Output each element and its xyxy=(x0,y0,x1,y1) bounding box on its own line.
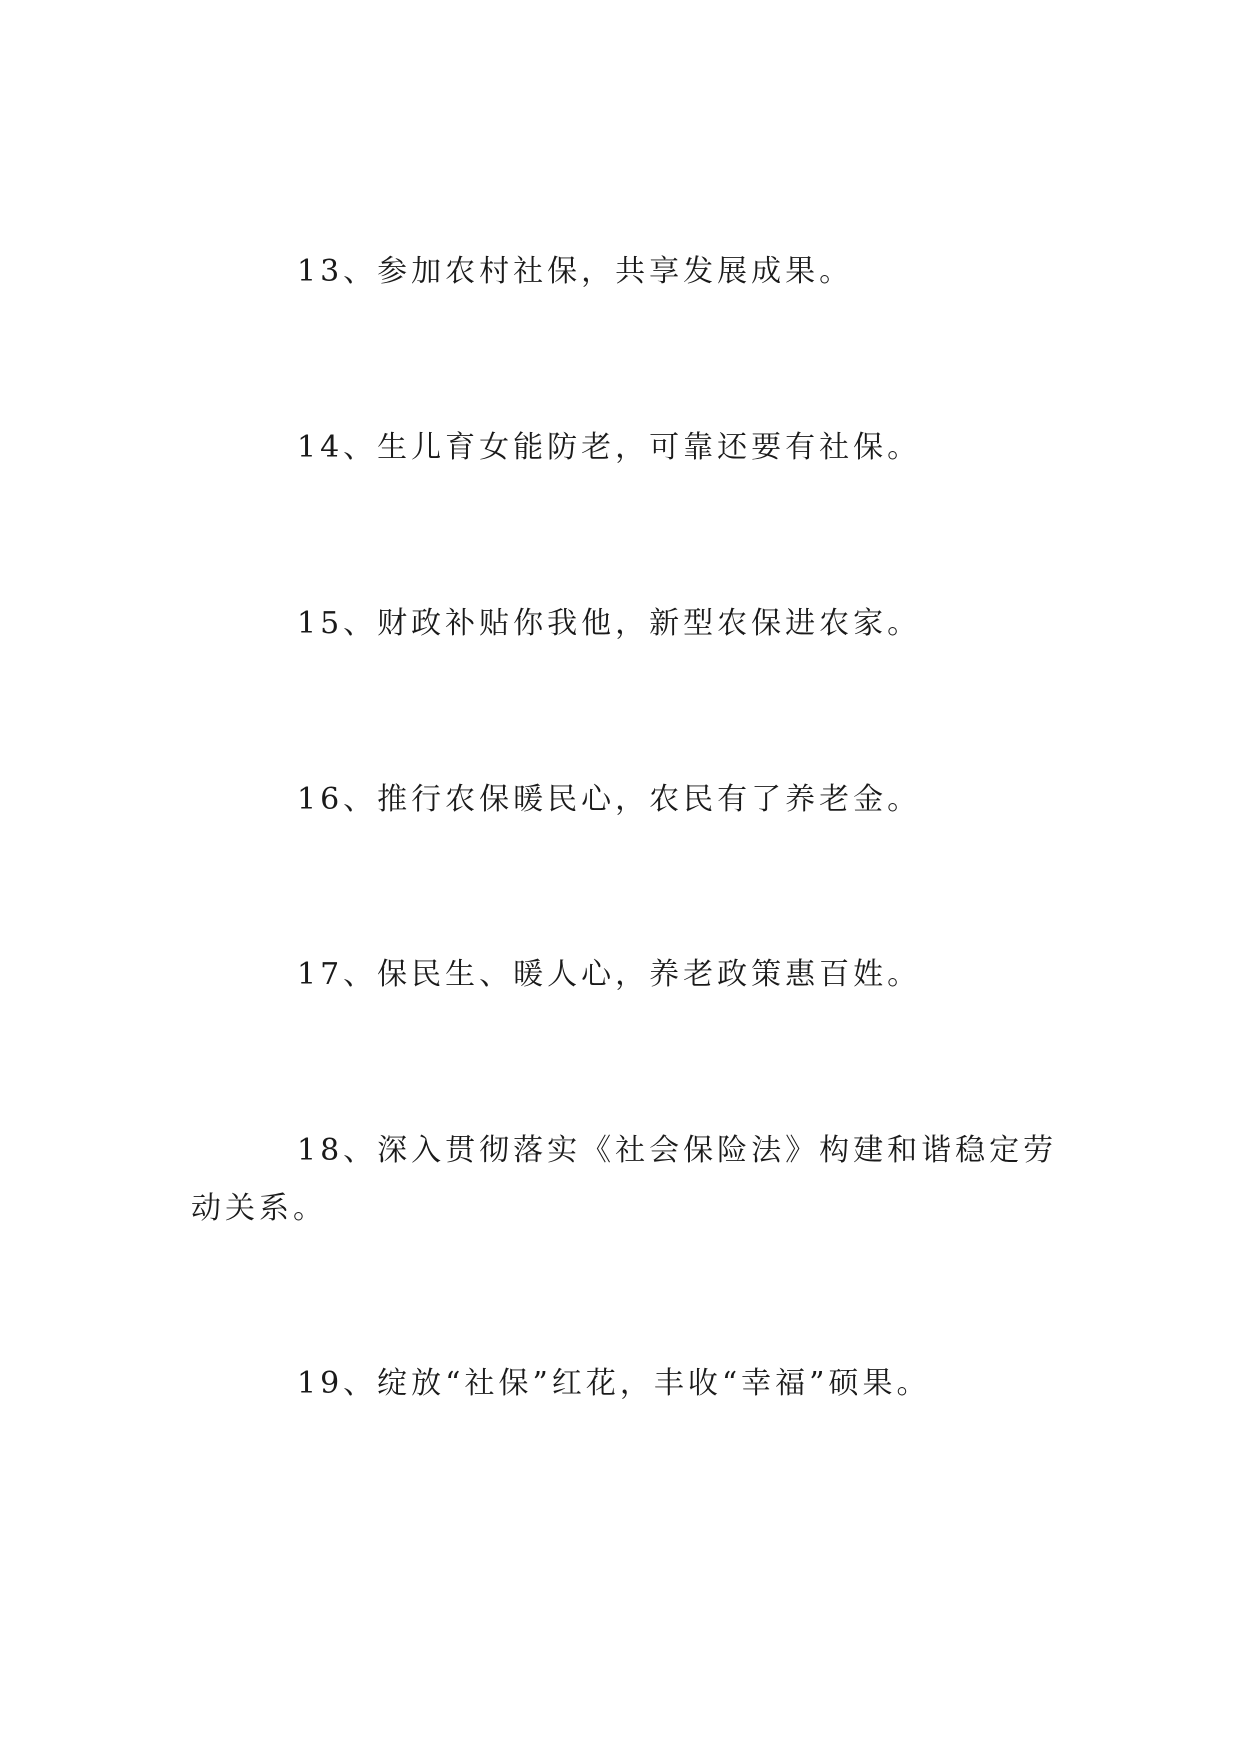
slogan-item: 19、绽放“社保”红花，丰收“幸福”硕果。 xyxy=(297,1366,931,1401)
slogan-item: 17、保民生、暖人心，养老政策惠百姓。 xyxy=(297,957,922,992)
slogan-item: 15、财政补贴你我他，新型农保进农家。 xyxy=(297,606,922,641)
slogan-item: 13、参加农村社保，共享发展成果。 xyxy=(297,254,854,289)
slogan-item: 18、深入贯彻落实《社会保险法》构建和谐稳定劳动关系。 xyxy=(191,1133,1058,1226)
slogan-item: 14、生儿育女能防老，可靠还要有社保。 xyxy=(297,430,922,465)
slogan-item: 16、推行农保暖民心，农民有了养老金。 xyxy=(297,782,922,817)
